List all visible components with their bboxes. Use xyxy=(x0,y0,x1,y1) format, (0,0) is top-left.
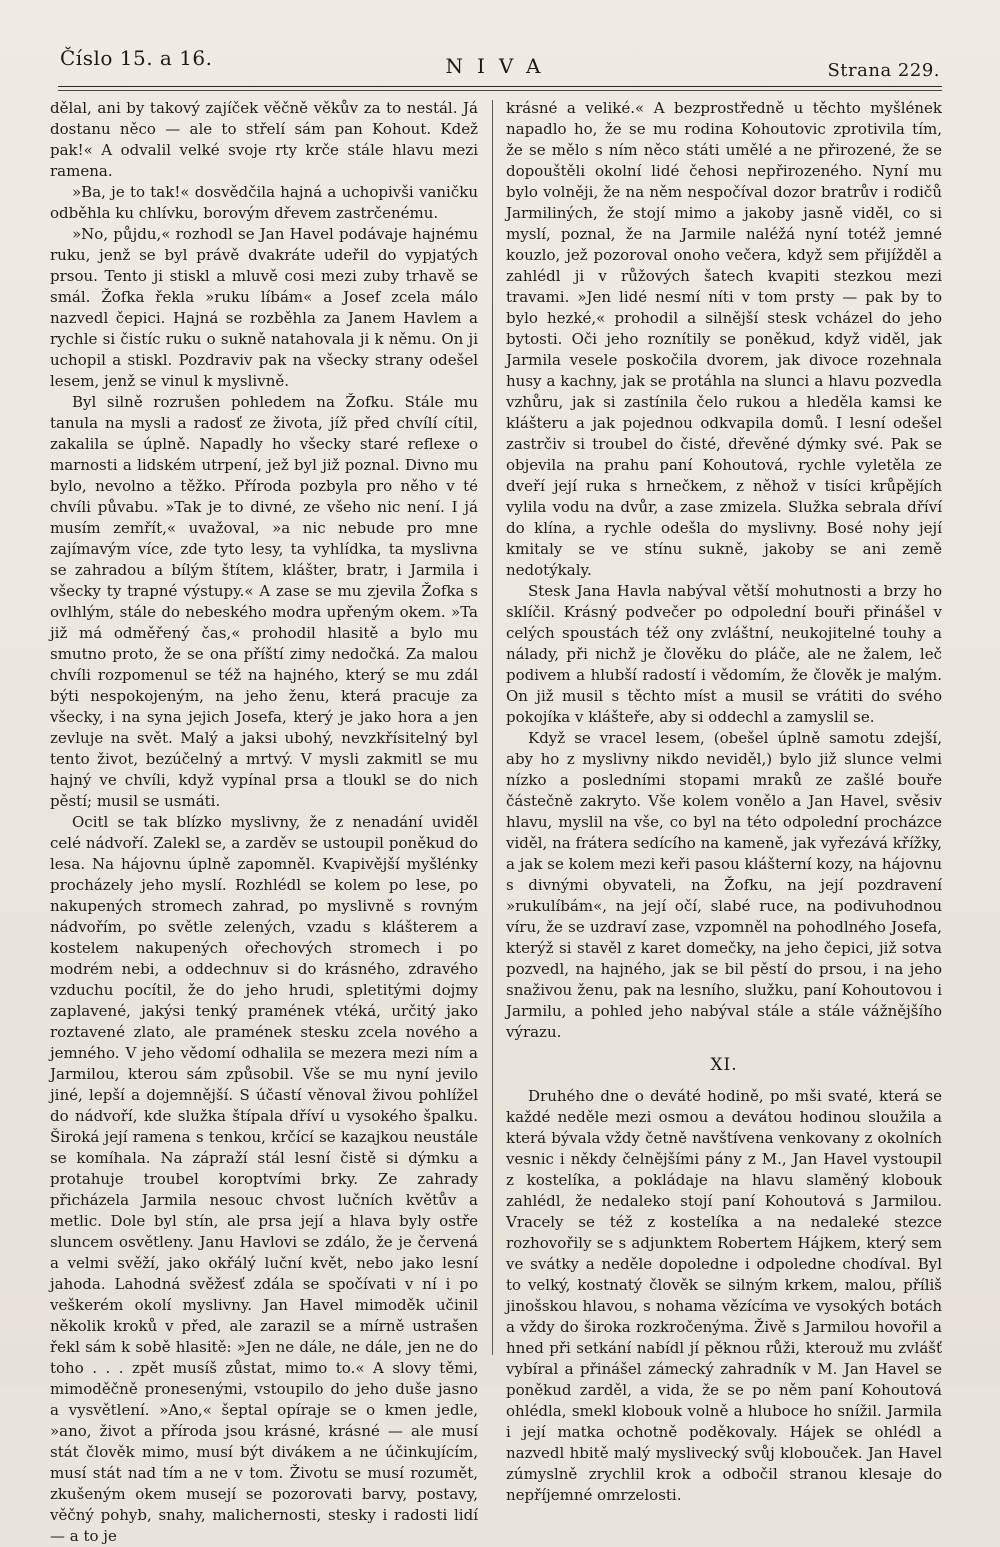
page-number: Strana 229. xyxy=(827,60,940,81)
paragraph: Když se vracel lesem, (obešel úplně samotu zdejší, aby ho z myslivny nikdo neviděl,) bylo již slunce velmi nízko a posledními stopami mraků ze zašlé bouře částečně zakryto. Vše kolem vonělo a Jan Havel, svěsiv hlavu, myslil na vše, co byl na této odpolední procházce viděl, na frátera sedícího na kameně, jak vyřezává křížky, a jak se kolem mezi keři pasou klášterní kozy, na hájovnu s divnými obyvateli, na Žofku, na její pozdravení »rukulíbám«, na její očí, slabé ruce, na podivuhodnou víru, že se uzdraví zase, vzpomněl na pohodlného Josefa, kterýž si stavěl z karet domečky, na jeho čepici, již sotva pozvedl, na hajného, jak se bil pěstí do prsou, i na jeho snaživou ženu, pak na lesního, služku, paní Kohoutovou i Jarmilu, a pohled jeho nabýval stále a stále vážnějšího výrazu. xyxy=(506,729,942,1041)
paragraph: Druhého dne o deváté hodině, po mši svaté, která se každé neděle mezi osmou a devátou hodinou sloužila a která bývala vždy četně navštívena venkovany z okolních vesnic i někdy čelnějšími pány z M., Jan Havel vystoupil z kostelíka, a pokládaje na hlavu slaměný klobouk zahlédl, že nedaleko stojí paní Kohoutová s Jarmilou. Vracely se též z kostelíka a na nedaleké stezce rozhovořily se s adjunktem Robertem Hájkem, který sem ve svátky a neděle dopoledne i odpoledne chodíval. Byl to velký, kostnatý člověk se silným krkem, malou, příliš jinošskou hlavou, s nohama vězícíma ve vysokých botách a vždy do široka rozkročenýma. Živě s Jarmilou hovořil a hned při setkání nabídl jí pěknou růži, kterouž mu zvlášť vybíral a přinášel zámecký zahradník v M. Jan Havel se poněkud zarděl, a vida, že se po něm paní Kohoutová ohlédla, smekl klobouk volně a hluboce ho snížil. Jarmila i její matka ochotně poděkovaly. Hájek se ohlédl a nazvedl hbitě malý myslivecký svůj klobouček. Jan Havel zúmyslně zrychlil krok a odbočil stranou klesaje do nepříjemné omrzelosti. xyxy=(506,1087,942,1504)
column-divider xyxy=(492,100,493,1355)
paragraph: Ocitl se tak blízko myslivny, že z nenadání uviděl celé nádvoří. Zalekl se, a zarděv se ustoupil poněkud do lesa. Na hájovnu úplně zapomněl. Kvapivější myšlénky procházely jeho myslí. Rozhlédl se kolem po lese, po nakupených stromech zahrad, po myslivně s rovným nádvořím, po světle zelených, vzadu s klášterem a kostelem nakupených ořechových stromech i po modrém nebi, a oddechnuv si do krásného, zdravého vzduchu pocítil, že do jeho hrudi, spletitými dojmy zaplavené, jakýsi tenký pramének vtéká, určitý jako roztavené zlato, ale pramének stesku zcela nového a jemného. V jeho vědomí odhalila se mezera mezi ním a Jarmilou, kterou sám způsobil. Vše se mu nyní jevilo jiné, lepší a dojemnější. S účastí věnoval živou pohlížel do nádvoří, kde služka štípala dříví u vysokého špalku. Široká její ramena s tenkou, krčící se kazajkou neustále se komíhala. Na zápraží stál lesní čistě si dýmku a protahuje troubel koroptvími brky. Ze zahrady přicházela Jarmila nesouc chvost lučních květův a metlic. Dole byl stín, ale prsa její a hlava byly ostře sluncem osvětleny. Janu Havlovi se zdálo, že je červená a velmi svěží, jako okřálý luční květ, nebo jako lesní jahoda. Lahodná svěžesť zdála se spočívati v ní i po veškerém okolí myslivny. Jan Havel mimoděk učinil několik kroků v před, ale zarazil se a mírně ustrašen řekl sám k sobě hlasitě: »Jen ne dále, ne dále, jen ne do toho . . . zpět musíš zůstat, mimo to.« A slovy těmi, mimoděčně pronesenými, vstoupilo do jeho duše jasno a vysvětlení. »Ano,« šeptal opíraje se o kmen jedle, »ano, život a příroda jsou krásné, krásné — ale musí stát člověk mimo, musí být divákem a ne účinkujícím, musí stát nad tím a ne v tom. Životu se musí rozumět, zkušeným okem musejí se pozorovati barvy, postavy, věčný pohyb, snahy, malichernosti, stesky i radosti lidí — a to je xyxy=(50,813,478,1545)
page-header xyxy=(60,40,940,84)
paragraph: Byl silně rozrušen pohledem na Žofku. Stále mu tanula na mysli a radosť ze života, jíž před chvílí cítil, zakalila se úplně. Napadly ho všecky staré reflexe o marnosti a lidském utrpení, jež byl již poznal. Divno mu bylo, nevolno a těžko. Příroda pozbyla pro něho v té chvíli půvabu. »Tak je to divné, ze všeho nic není. I já musím zemřít,« uvažoval, »a nic nebude pro mne zajímavým více, zde tyto lesy, ta vyhlídka, ta myslivna se zahradou a bílým štítem, klášter, bratr, i Jarmila i všecky ty trapné výstupy.« A zase se mu zjevila Žofka s ovlhlým, stále do nebeského modra upřeným okem. »Ta již má odměřený čas,« prohodil hlasitě a bylo mu smutno proto, že se ona příští zimy nedočká. Za malou chvíli rozpomenul se též na hajného, který se mu zdál býti nespokojeným, na jeho ženu, která pracuje za všecky, i na syna jejich Josefa, který je jako hora a jen zevluje na svět. Malý a jaksi ubohý, nevzkřísitelný byl tento život, bezúčelný a mrtvý. V mysli zakmitl se mu hajný ve chvíli, když vypínal prsa a tloukl se do nich pěstí; musil se usmáti. xyxy=(50,393,478,810)
paragraph: krásné a veliké.« A bezprostředně u těchto myšlének napadlo ho, že se mu rodina Kohoutovic zprotivila tím, že se mělo s ním něco státi umělé a ne přirozené, že se dopouštěli okolní lidé čehosi nepřirozeného. Nyní mu bylo volněji, že na něm nespočíval dozor bratrův i rodičů Jarmiliných, že stojí mimo a jakoby jasně viděl, co si myslí, poznal, že na Jarmile naléžá nyní totéž jemné kouzlo, jež pozoroval onoho večera, když sem přijížděl a zahlédl ji v růžových šatech kvapiti stezkou mezi travami. »Jen lidé nesmí níti v tom prsty — pak by to bylo hezké,« prohodil a silnější stesk vcházel do jeho bytosti. Oči jeho roznítily se poněkud, když viděl, jak Jarmila vesele poskočila dvorem, jak divoce rozehnala husy a kachny, jak se protáhla na slunci a hlavu pozvedla vzhůru, jak si zastínila čelo rukou a hleděla kamsi ke klášteru a jak pojednou odkvapila domů. I lesní odešel zastrčiv si troubel do čisté, dřevěné dýmky své. Pak se objevila na prahu paní Kohoutová, rychle vyletěla ze dveří její ruka s hrnečkem, z něhož v tisíci krůpějích vylila vodu na dvůr, a zase zmizela. Služka sebrala dříví do klína, a rychle odešla do myslivny. Bosé nohy její kmitaly se ve stínu sukně, jakoby se ani země nedotýkaly. xyxy=(506,99,942,579)
left-column xyxy=(50,98,478,1547)
header-rule xyxy=(58,86,942,87)
paragraph: dělal, ani by takový zajíček věčně věkův za to nestál. Já dostanu něco — ale to střelí sám pan Kohout. Kdež pak!« A odvalil velké svoje rty krče stále hlavu mezi ramena. xyxy=(50,99,478,180)
header-rule-thin xyxy=(58,90,942,91)
journal-title: NIVA xyxy=(445,54,555,78)
paragraph: Stesk Jana Havla nabýval větší mohutnosti a brzy ho sklíčil. Krásný podvečer po odpolední bouři přinášel v celých spoustách též ony zvláštní, neukojitelné touhy a nálady, při nichž je člověku do pláče, ale ne žalem, leč podivem a hlubší radostí i vědomím, že člověk je malým. On již musil s těchto míst a musil se vrátiti do svého pokojíka v klášteře, aby si oddechl a zamyslil se. xyxy=(506,582,942,726)
right-column xyxy=(506,98,942,1506)
paragraph: »Ba, je to tak!« dosvědčila hajná a uchopivši vaničku odběhla ku chlívku, borovým dřevem zastrčenému. xyxy=(50,183,478,222)
chapter-heading: XI. xyxy=(710,1055,738,1075)
paragraph: »No, půjdu,« rozhodl se Jan Havel podávaje hajnému ruku, jenž se byl právě dvakráte udeřil do vypjatých prsou. Tento ji stiskl a mluvě cosi mezi zuby trhavě se smál. Žofka řekla »ruku líbám« a Josef zcela málo nazvedl čepici. Hajná se rozběhla za Janem Havlem a rychle si čistíc ruku o sukně natahovala ji k němu. On ji uchopil a stiskl. Pozdraviv pak na všecky strany odešel lesem, jenž se vinul k myslivně. xyxy=(50,225,478,390)
issue-number: Číslo 15. a 16. xyxy=(60,46,213,70)
